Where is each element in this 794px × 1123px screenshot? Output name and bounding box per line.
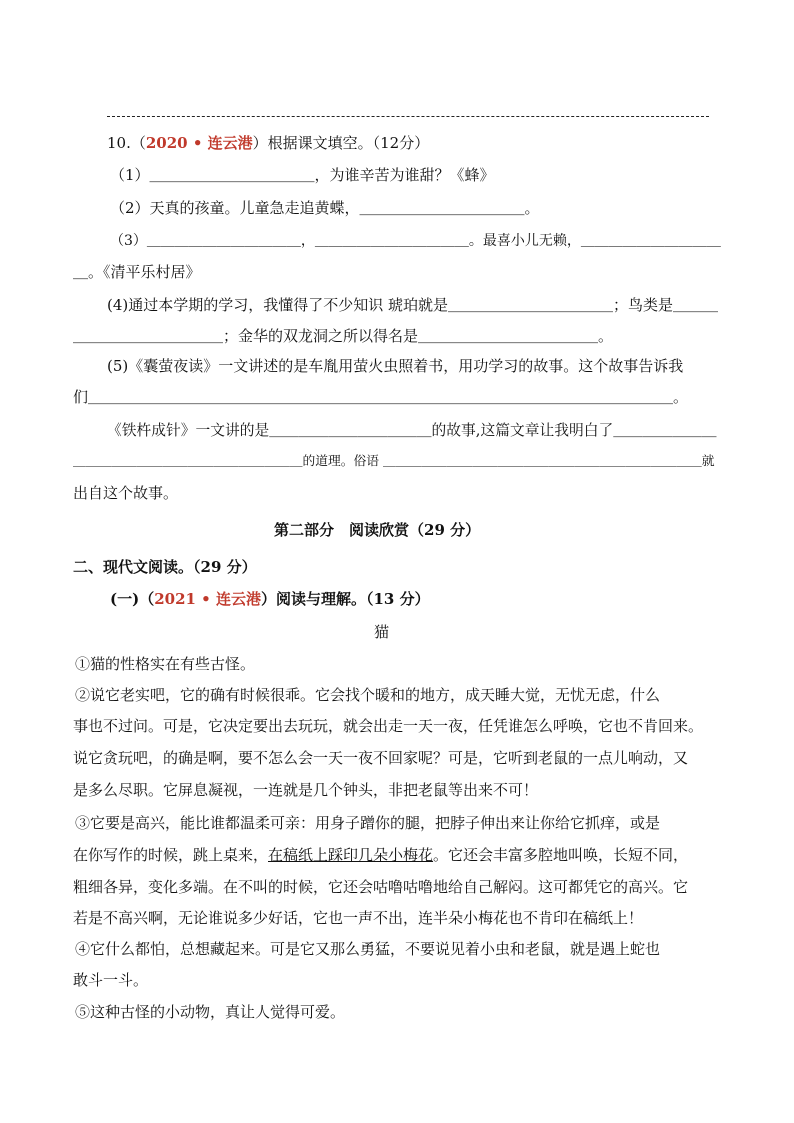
paragraph-2-line4: 是多么尽职。它屏息凝视，一连就是几个钟头，非把老鼠等出来不可！ <box>73 781 539 799</box>
paragraph-2-line2: 事也不过问。可是，它决定要出去玩玩，就会出走一天一夜，任凭谁怎么呼唤，它也不肯回来。 <box>73 717 704 735</box>
paragraph-1: ①猫的性格实在有些古怪。 <box>75 655 256 673</box>
q10-item-4-line2: ＿＿＿＿＿＿＿＿＿＿；金华的双龙洞之所以得名是＿＿＿＿＿＿＿＿＿＿＿＿。 <box>73 327 614 345</box>
paragraph-3-line2 <box>73 845 688 865</box>
q10-number: 10.（ <box>107 134 146 152</box>
q10-item-6-line2: ＿＿＿＿＿＿＿＿＿＿＿＿＿＿＿＿＿＿的道理。俗语 ＿＿＿＿＿＿＿＿＿＿＿＿＿＿＿＿＿＿＿＿＿＿＿＿＿就 <box>73 454 715 469</box>
q10-item-3-line1: （3）＿＿＿＿＿＿＿＿＿＿＿，＿＿＿＿＿＿＿＿＿＿＿。最喜小儿无赖，＿＿＿＿＿＿＿＿＿＿ <box>110 233 721 249</box>
paragraph-2-line1: ②说它老实吧，它的确有时候很乖。它会找个暖和的地方，成天睡大觉，无忧无虑，什么 <box>75 686 661 704</box>
q10-heading <box>107 133 429 153</box>
section-heading: 二、现代文阅读。（29 分） <box>73 558 257 576</box>
q10-item-6-line1: 《铁杵成针》一文讲的是＿＿＿＿＿＿＿＿＿＿＿的故事,这篇文章让我明白了＿＿＿＿＿＿＿ <box>107 422 717 439</box>
paragraph-3-line4: 若是不高兴啊，无论谁说多少好话，它也一声不出，连半朵小梅花也不肯印在稿纸上！ <box>73 909 644 927</box>
paragraph-4-line1: ④它什么都怕，总想藏起来。可是它又那么勇猛，不要说见着小虫和老鼠，就是遇上蛇也 <box>75 940 661 958</box>
q10-item-4-line1: (4)通过本学期的学习，我懂得了不少知识 琥珀就是＿＿＿＿＿＿＿＿＿＿＿；鸟类是＿＿＿ <box>107 296 719 314</box>
paragraph-3-line2-start: 在你写作的时候，跳上桌来， <box>73 846 269 864</box>
q10-item-5-line1: (5)《囊萤夜读》一文讲述的是车胤用萤火虫照着书，用功学习的故事。这个故事告诉我 <box>107 357 684 375</box>
paragraph-3-line3: 粗细各异，变化多端。在不叫的时候，它还会咕噜咕噜地给自己解闷。这可都凭它的高兴。它 <box>73 878 689 896</box>
q10-item-3-line2: ＿。《清平乐村居》 <box>73 263 201 281</box>
subsection-prefix: (一)（ <box>110 590 155 608</box>
q10-item-6-line3: 出自这个故事。 <box>73 484 179 502</box>
paragraph-4-line2: 敢斗一斗。 <box>73 971 149 989</box>
part2-title: 第二部分 阅读欣赏（29 分） <box>274 521 481 539</box>
q10-item-2: （2）天真的孩童。儿童急走追黄蝶，＿＿＿＿＿＿＿＿＿＿＿。 <box>110 199 540 217</box>
paragraph-3-line2-end: 。它还会丰富多腔地叫唤，长短不同， <box>433 846 689 864</box>
paragraph-5: ⑤这种古怪的小动物，真让人觉得可爱。 <box>75 1003 346 1021</box>
top-answer-blank-text <box>107 104 709 124</box>
subsection-source: 2021 • 连云港 <box>154 590 261 608</box>
subsection-rest: ）阅读与理解。（13 分） <box>260 590 430 608</box>
q10-source: 2020 • 连云港 <box>145 134 253 152</box>
q10-heading-rest: ）根据课文填空。（12分） <box>252 134 430 152</box>
paragraph-2-line3: 说它贪玩吧，的确是啊，要不怎么会一天一夜不回家呢？可是，它听到老鼠的一点儿响动，又 <box>73 749 689 767</box>
underlined-phrase: 在稿纸上踩印几朵小梅花 <box>268 846 434 864</box>
q10-item-5-line2: 们＿＿＿＿＿＿＿＿＿＿＿＿＿＿＿＿＿＿＿＿＿＿＿＿＿＿＿＿＿＿＿＿＿＿＿＿＿＿＿。 <box>73 388 689 406</box>
passage-title: 猫 <box>374 623 390 641</box>
q10-item-1: （1）＿＿＿＿＿＿＿＿＿＿＿，为谁辛苦为谁甜？《蜂》 <box>110 166 495 184</box>
paragraph-3-line1: ③它要是高兴，能比谁都温柔可亲：用身子蹭你的腿，把脖子伸出来让你给它抓痒，或是 <box>75 814 661 832</box>
subsection-heading <box>110 589 430 609</box>
